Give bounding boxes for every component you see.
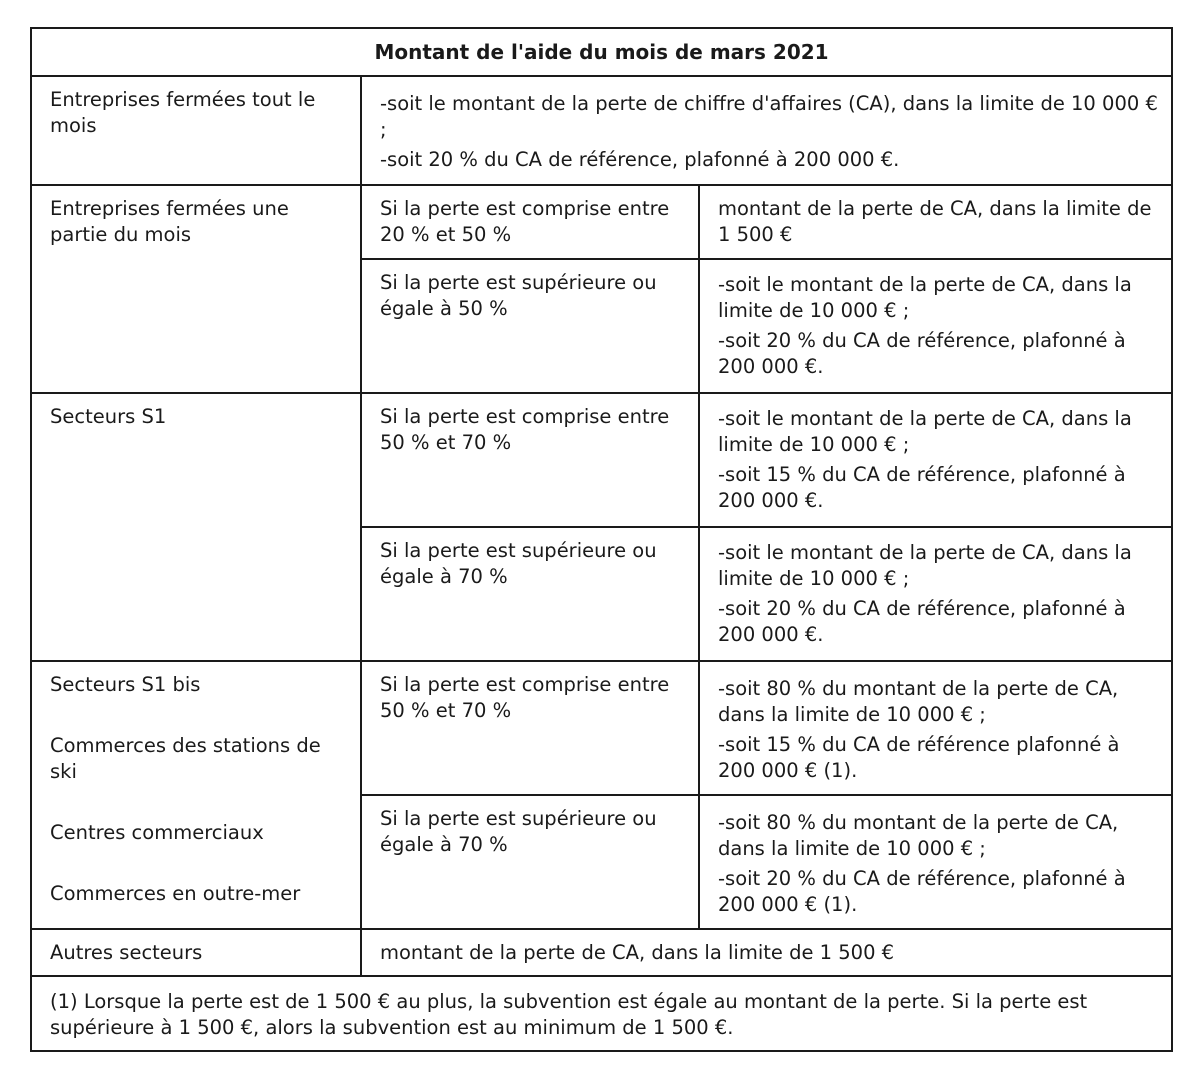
amount-line: -soit 15 % du CA de référence, plafonné à 200 000 €. xyxy=(718,463,1126,512)
amount-cell xyxy=(699,185,1172,259)
amount-line: -soit le montant de la perte de CA, dans la limite de 10 000 € ; xyxy=(718,273,1132,322)
amount-line: -soit 15 % du CA de référence plafonné à 200 000 € (1). xyxy=(718,733,1120,782)
amount-cell xyxy=(699,259,1172,393)
amount-cell xyxy=(699,661,1172,795)
amount-cell xyxy=(699,393,1172,527)
table-row xyxy=(31,185,1172,259)
category-closed-part: Entreprises fermées une partie du mois xyxy=(31,185,361,393)
amount-line: montant de la perte de CA, dans la limite de 1 500 € xyxy=(718,197,1152,246)
amount-line: -soit 20 % du CA de référence, plafonné à 200 000 €. xyxy=(718,597,1126,646)
amount-line: -soit 20 % du CA de référence, plafonné à 200 000 € (1). xyxy=(718,867,1126,916)
condition-cell: Si la perte est supérieure ou égale à 70 % xyxy=(361,527,699,661)
table-header-row xyxy=(31,28,1172,76)
amount-line: -soit le montant de la perte de chiffre d'affaires (CA), dans la limite de 10 000 € ; xyxy=(380,92,1158,141)
amount-cell xyxy=(699,527,1172,661)
category-s1: Secteurs S1 xyxy=(31,393,361,661)
table-row xyxy=(31,393,1172,527)
amount-other: montant de la perte de CA, dans la limite de 1 500 € xyxy=(361,929,1172,976)
footnote: (1) Lorsque la perte est de 1 500 € au plus, la subvention est égale au montant de la perte. Si la perte est supérieure à 1 500 €, alors la subvention est au minimum de 1 500 €. xyxy=(31,976,1172,1051)
table-row xyxy=(31,661,1172,795)
amount-closed-full xyxy=(361,76,1172,185)
table-title: Montant de l'aide du mois de mars 2021 xyxy=(31,28,1172,76)
amount-line: -soit le montant de la perte de CA, dans la limite de 10 000 € ; xyxy=(718,407,1132,456)
footnote-row xyxy=(31,976,1172,1051)
category-label: Commerces en outre-mer xyxy=(50,882,301,905)
condition-cell: Si la perte est supérieure ou égale à 70 % xyxy=(361,795,699,929)
category-s1bis xyxy=(31,661,361,929)
amount-line: -soit le montant de la perte de CA, dans la limite de 10 000 € ; xyxy=(718,541,1132,590)
amount-line: -soit 20 % du CA de référence, plafonné à 200 000 €. xyxy=(380,148,900,171)
category-other: Autres secteurs xyxy=(31,929,361,976)
amount-line: -soit 80 % du montant de la perte de CA, dans la limite de 10 000 € ; xyxy=(718,677,1119,726)
category-closed-full: Entreprises fermées tout le mois xyxy=(31,76,361,185)
table-row xyxy=(31,76,1172,185)
condition-cell: Si la perte est supérieure ou égale à 50 % xyxy=(361,259,699,393)
condition-cell: Si la perte est comprise entre 20 % et 50 % xyxy=(361,185,699,259)
category-label: Centres commerciaux xyxy=(50,821,264,844)
category-label: Secteurs S1 bis xyxy=(50,673,201,696)
aid-amount-table xyxy=(30,27,1173,1052)
table-row xyxy=(31,929,1172,976)
condition-cell: Si la perte est comprise entre 50 % et 70 % xyxy=(361,393,699,527)
amount-cell xyxy=(699,795,1172,929)
category-label: Commerces des stations de ski xyxy=(50,734,321,783)
amount-line: -soit 20 % du CA de référence, plafonné à 200 000 €. xyxy=(718,329,1126,378)
condition-cell: Si la perte est comprise entre 50 % et 70 % xyxy=(361,661,699,795)
amount-line: -soit 80 % du montant de la perte de CA, dans la limite de 10 000 € ; xyxy=(718,811,1119,860)
